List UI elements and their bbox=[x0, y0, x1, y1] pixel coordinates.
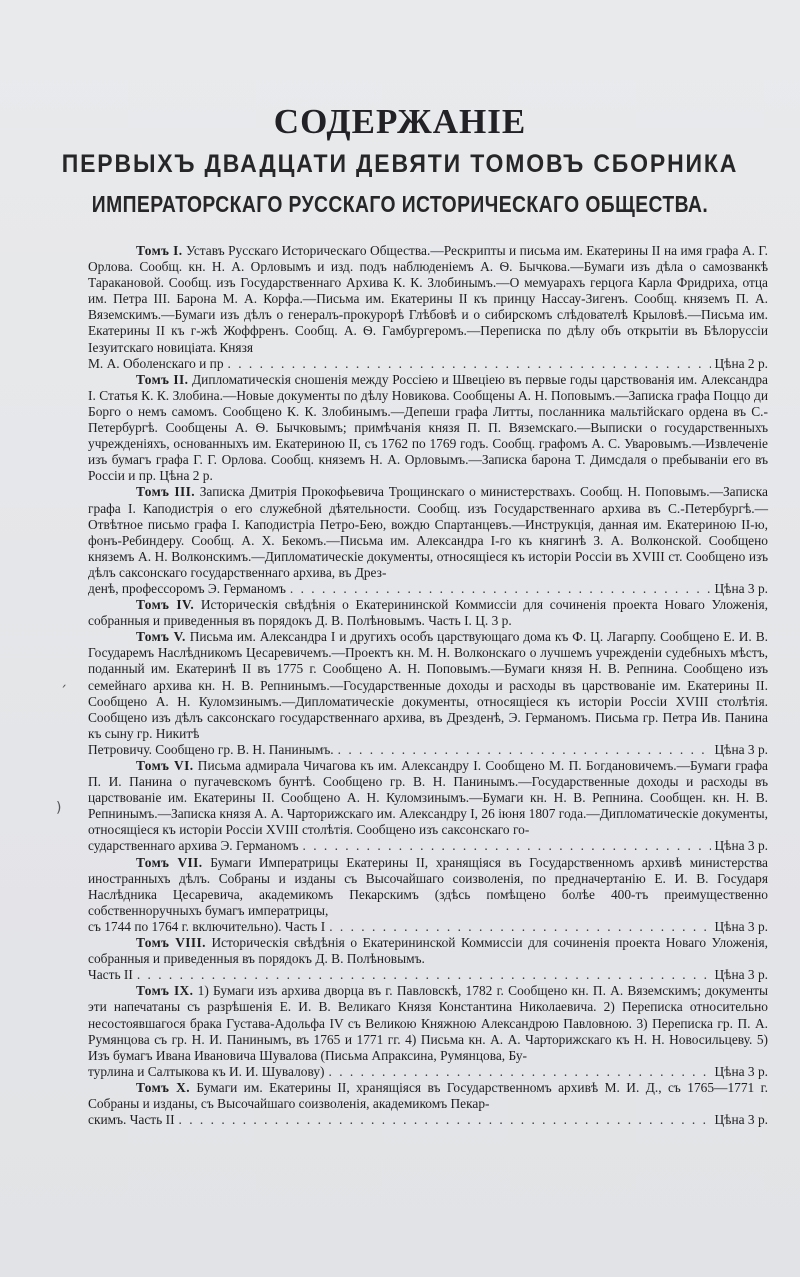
volume-description: 1) Бумаги изъ архива дворца въ г. Павловскѣ, 1782 г. Сообщено кн. П. А. Вяземскимъ; документы эти напечатаны съ разрѣшенія Е. И. В. Великаго Князя Константина Николаевича. 2) Переписка относительно несостоявшагося брака Густава-Адольфа IV съ Великою Княжною Александрою Павловною. 3) Переписка гр. П. А. Румянцова съ гр. Н. И. Панинымъ, въ 1765 и 1771 гг. 4) Письма кн. А. А. Чарторижскаго къ Н. Н. Новосильцеву. 5) Изъ бумагъ Ивана Ивановича Шувалова (Письма Апраксина, Румянцова, Бу- bbox=[88, 983, 768, 1063]
volume-entry bbox=[88, 1080, 768, 1128]
price-line bbox=[88, 1064, 768, 1080]
price-label: Цѣна 2 р. bbox=[714, 355, 768, 371]
volume-label: Томъ IX. bbox=[136, 983, 194, 999]
dot-leader bbox=[179, 1112, 711, 1128]
dot-leader bbox=[303, 838, 711, 854]
entry-text bbox=[88, 855, 768, 919]
price-label: Цѣна 3 р. bbox=[714, 1063, 768, 1079]
entry-text bbox=[88, 243, 768, 356]
margin-mark: ) bbox=[56, 800, 62, 816]
entry-text bbox=[88, 935, 768, 967]
volume-entry bbox=[88, 372, 768, 485]
volume-label: Томъ III. bbox=[136, 484, 195, 500]
entry-tail: Петровичу. Сообщено гр. В. Н. Панинымъ. bbox=[88, 741, 334, 757]
volume-label: Томъ VII. bbox=[136, 854, 203, 870]
price-line bbox=[88, 356, 768, 372]
volume-label: Томъ IV. bbox=[136, 597, 195, 613]
price-line bbox=[88, 838, 768, 854]
price-label: Цѣна 3 р. bbox=[714, 967, 768, 983]
dot-leader bbox=[338, 742, 711, 758]
volume-entry bbox=[88, 243, 768, 372]
price-line bbox=[88, 742, 768, 758]
volume-entry bbox=[88, 983, 768, 1080]
dot-leader bbox=[329, 1064, 711, 1080]
volume-description: Бумаги Императрицы Екатерины II, хранящіяся въ Государственномъ архивѣ министерства иностранныхъ дѣлъ. Собраны и изданы съ Высочайшаго соизволенія, по предначертанію Е. И. В. Государя Наслѣдника Цесаревича, академикомъ Пекарскимъ (здѣсь помѣщено болѣе 400-тъ преимущественно собственноручныхъ бумагъ императрицы, bbox=[88, 854, 768, 918]
price-line bbox=[88, 967, 768, 983]
volume-entry bbox=[88, 597, 768, 629]
dot-leader bbox=[329, 919, 710, 935]
volume-entry bbox=[88, 758, 768, 855]
volume-label: Томъ II. bbox=[136, 371, 189, 387]
margin-mark: ˏ bbox=[60, 672, 67, 688]
dot-leader bbox=[137, 967, 711, 983]
entry-tail: сударственнаго архива Э. Германомъ bbox=[88, 838, 299, 854]
dot-leader bbox=[290, 581, 711, 597]
entry-text bbox=[88, 983, 768, 1063]
price-label: Цѣна 3 р. bbox=[714, 838, 768, 854]
price-label: Цѣна 3 р. bbox=[714, 741, 768, 757]
volume-label: Томъ VIII. bbox=[136, 935, 206, 951]
volume-entry bbox=[88, 629, 768, 758]
entry-text bbox=[88, 629, 768, 742]
volume-description: Уставъ Русскаго Историческаго Общества.—Рескрипты и письма им. Екатерины II на имя графа А. Г. Орлова. Сообщ. кн. Н. А. Орловымъ и изд. подъ наблюденіемъ А. Ѳ. Бычкова.—Бумаги изъ дѣла о самозванкѣ Таракановой. Сообщ. изъ Государственнаго Архива К. К. Злобинымъ.—О мемуарахъ герцога Карла Фридриха, отца им. Петра III. Барона М. А. Корфа.—Письма им. Екатерины II къ принцу Нассау-Зигенъ. Сообщ. княземъ П. А. Вяземскимъ.—Бумаги изъ дѣлъ о генералъ-прокурорѣ Глѣбовѣ и о сибирскомъ слѣдователѣ Крыловѣ.—Письма им. Екатерины II къ г-жѣ Жоффренъ. Сообщ. А. Ѳ. Гамбургеромъ.—Переписка по дѣлу объ открытіи въ Бѣлоруссіи Іезуитскаго новиціата. Князя bbox=[88, 243, 768, 355]
price-label: Цѣна 3 р. bbox=[714, 918, 768, 934]
volume-description: Историческія свѣдѣнія о Екатерининской Коммиссіи для сочиненія проекта Новаго Уложенія, собранныя и приведенныя въ порядокъ Д. В. Полѣновымъ. Часть I. Ц. 3 р. bbox=[88, 597, 768, 629]
entry-text bbox=[88, 597, 768, 629]
volume-label: Томъ V. bbox=[136, 629, 186, 645]
volume-label: Томъ I. bbox=[136, 243, 183, 258]
entry-tail: Часть II bbox=[88, 967, 133, 983]
price-label: Цѣна 3 р. bbox=[714, 1112, 768, 1128]
volume-description: Бумаги им. Екатерины II, хранящіяся въ Государственномъ архивѣ М. И. Д., съ 1765—1771 г. Собраны и изданы, съ Высочайшаго соизволенія, академикомъ Пекар- bbox=[88, 1079, 768, 1111]
price-label: Цѣна 3 р. bbox=[714, 580, 768, 596]
society-name: ИМПЕРАТОРСКАГО РУССКАГО ИСТОРИЧЕСКАГО ОБЩЕСТВА. bbox=[91, 191, 709, 217]
volume-description: Дипломатическія сношенія между Россіею и Швеціею въ первые годы царствованія им. Александра I. Статья К. К. Злобина.—Новые документы по дѣлу Новикова. Сообщены А. Н. Поповымъ.—Записка графа Поццо ди Борго о немъ самомъ. Сообщено К. К. Злобинымъ.—Депеши графа Литты, посланника мальтійскаго ордена въ С.-Петербургѣ. Сообщены А. Ѳ. Бычковымъ; примѣчанія князя П. П. Вяземскаго.—Выписки о государственныхъ учрежденіяхъ, основанныхъ им. Екатериною II, съ 1762 по 1769 годъ. Сообщ. графомъ А. С. Уваровымъ.—Извлеченіе изъ бумагъ графа Г. Г. Орлова. Сообщ. княземъ Н. А. Орловымъ.—Записка барона Т. Димсдаля о пребываніи его въ Россіи и пр. Цѣна 2 р. bbox=[88, 371, 769, 484]
volume-entry bbox=[88, 855, 768, 935]
entry-text bbox=[88, 1080, 768, 1112]
volume-entry bbox=[88, 484, 768, 597]
entry-tail: денѣ, профессоромъ Э. Германомъ bbox=[88, 580, 286, 596]
entry-tail: турлина и Салтыкова къ И. И. Шувалову) bbox=[88, 1063, 325, 1079]
volume-description: Записка Дмитрія Прокофьевича Трощинскаго о министерствахъ. Сообщ. Н. Поповымъ.—Записка графа I. Каподистрія о его служебной дѣятельности. Сообщ. изъ Государственнаго архива въ С.-Петербургѣ.—Отвѣтное письмо графа I. Каподистріа Петро-Бею, вождю Спартанцевъ.—Инструкція, данная им. Екатериною II-ю, фонъ-Ребиндеру. Сообщ. А. Х. Бекомъ.—Письма им. Александра I-го къ княгинѣ З. А. Волконской. Сообщено княземъ А. Н. Волконскимъ.—Дипломатическіе документы, относящіеся къ исторіи Россіи въ XVIII ст. Сообщено изъ дѣлъ саксонскаго государственнаго архива, въ Дрез- bbox=[88, 484, 768, 580]
volume-description: Историческія свѣдѣнія о Екатерининской Коммиссіи для сочиненія проекта Новаго Уложенія, собранныя и приведенныя въ порядокъ Д. В. Полѣновымъ. bbox=[88, 935, 768, 967]
volume-label: Томъ X. bbox=[136, 1079, 190, 1095]
entry-tail: скимъ. Часть II bbox=[88, 1112, 175, 1128]
entry-tail: М. А. Оболенскаго и пр bbox=[88, 355, 224, 371]
price-line bbox=[88, 581, 768, 597]
entry-tail: съ 1744 по 1764 г. включительно). Часть I bbox=[88, 918, 326, 934]
entry-text bbox=[88, 758, 768, 838]
volume-description: Письма адмирала Чичагова къ им. Александру I. Сообщено М. П. Богдановичемъ.—Бумаги графа П. И. Панина о пугачевскомъ бунтѣ. Сообщено гр. В. Н. Панинымъ.—Государственные доходы и расходы въ царствованіе им. Екатерины II. Сообщено А. Н. Куломзинымъ.—Бумаги кн. Н. В. Репнина. Сообщен. кн. Н. В. Репнинымъ.—Записка князя А. А. Чарторижскаго им. Александру I, 26 іюня 1807 года.—Дипломатическіе документы, относящіеся къ исторіи Россіи XVIII столѣтія. Сообщено изъ саксонскаго го- bbox=[88, 758, 768, 838]
price-line bbox=[88, 1112, 768, 1128]
volume-description: Письма им. Александра I и другихъ особъ царствующаго дома къ Ф. Ц. Лагарпу. Сообщено Е. И. В. Государемъ Наслѣдникомъ Цесаревичемъ.—Проектъ кн. М. Н. Волконскаго о лучшемъ учрежденіи судебныхъ мѣстъ, поданный им. Екатеринѣ II въ 1775 г. Сообщено А. Н. Поповымъ.—Бумаги князя Н. В. Репнина. Сообщено изъ семейнаго архива кн. Н. В. Репнинымъ.—Государственные доходы и расходы въ царствованіе им. Екатерины II. Сообщено А. Н. Куломзинымъ.—Дипломатическіе документы, относящіеся къ исторіи Россіи XVIII столѣтія. Сообщено изъ дѣлъ саксонскаго государственнаго архива, въ Дрезденѣ, Э. Германомъ. Письма гр. Петра Ив. Панина къ сыну гр. Никитѣ bbox=[88, 629, 769, 741]
volume-entry bbox=[88, 935, 768, 983]
price-line bbox=[88, 919, 768, 935]
dot-leader bbox=[228, 356, 711, 372]
page-subtitle: ПЕРВЫХЪ ДВАДЦАТИ ДЕВЯТИ ТОМОВЪ СБОРНИКА bbox=[61, 150, 739, 178]
entry-text bbox=[88, 484, 768, 581]
contents-list bbox=[88, 243, 768, 1128]
volume-label: Томъ VI. bbox=[136, 758, 194, 773]
entry-text bbox=[88, 372, 768, 485]
page-title: СОДЕРЖАНІЕ bbox=[273, 102, 527, 141]
